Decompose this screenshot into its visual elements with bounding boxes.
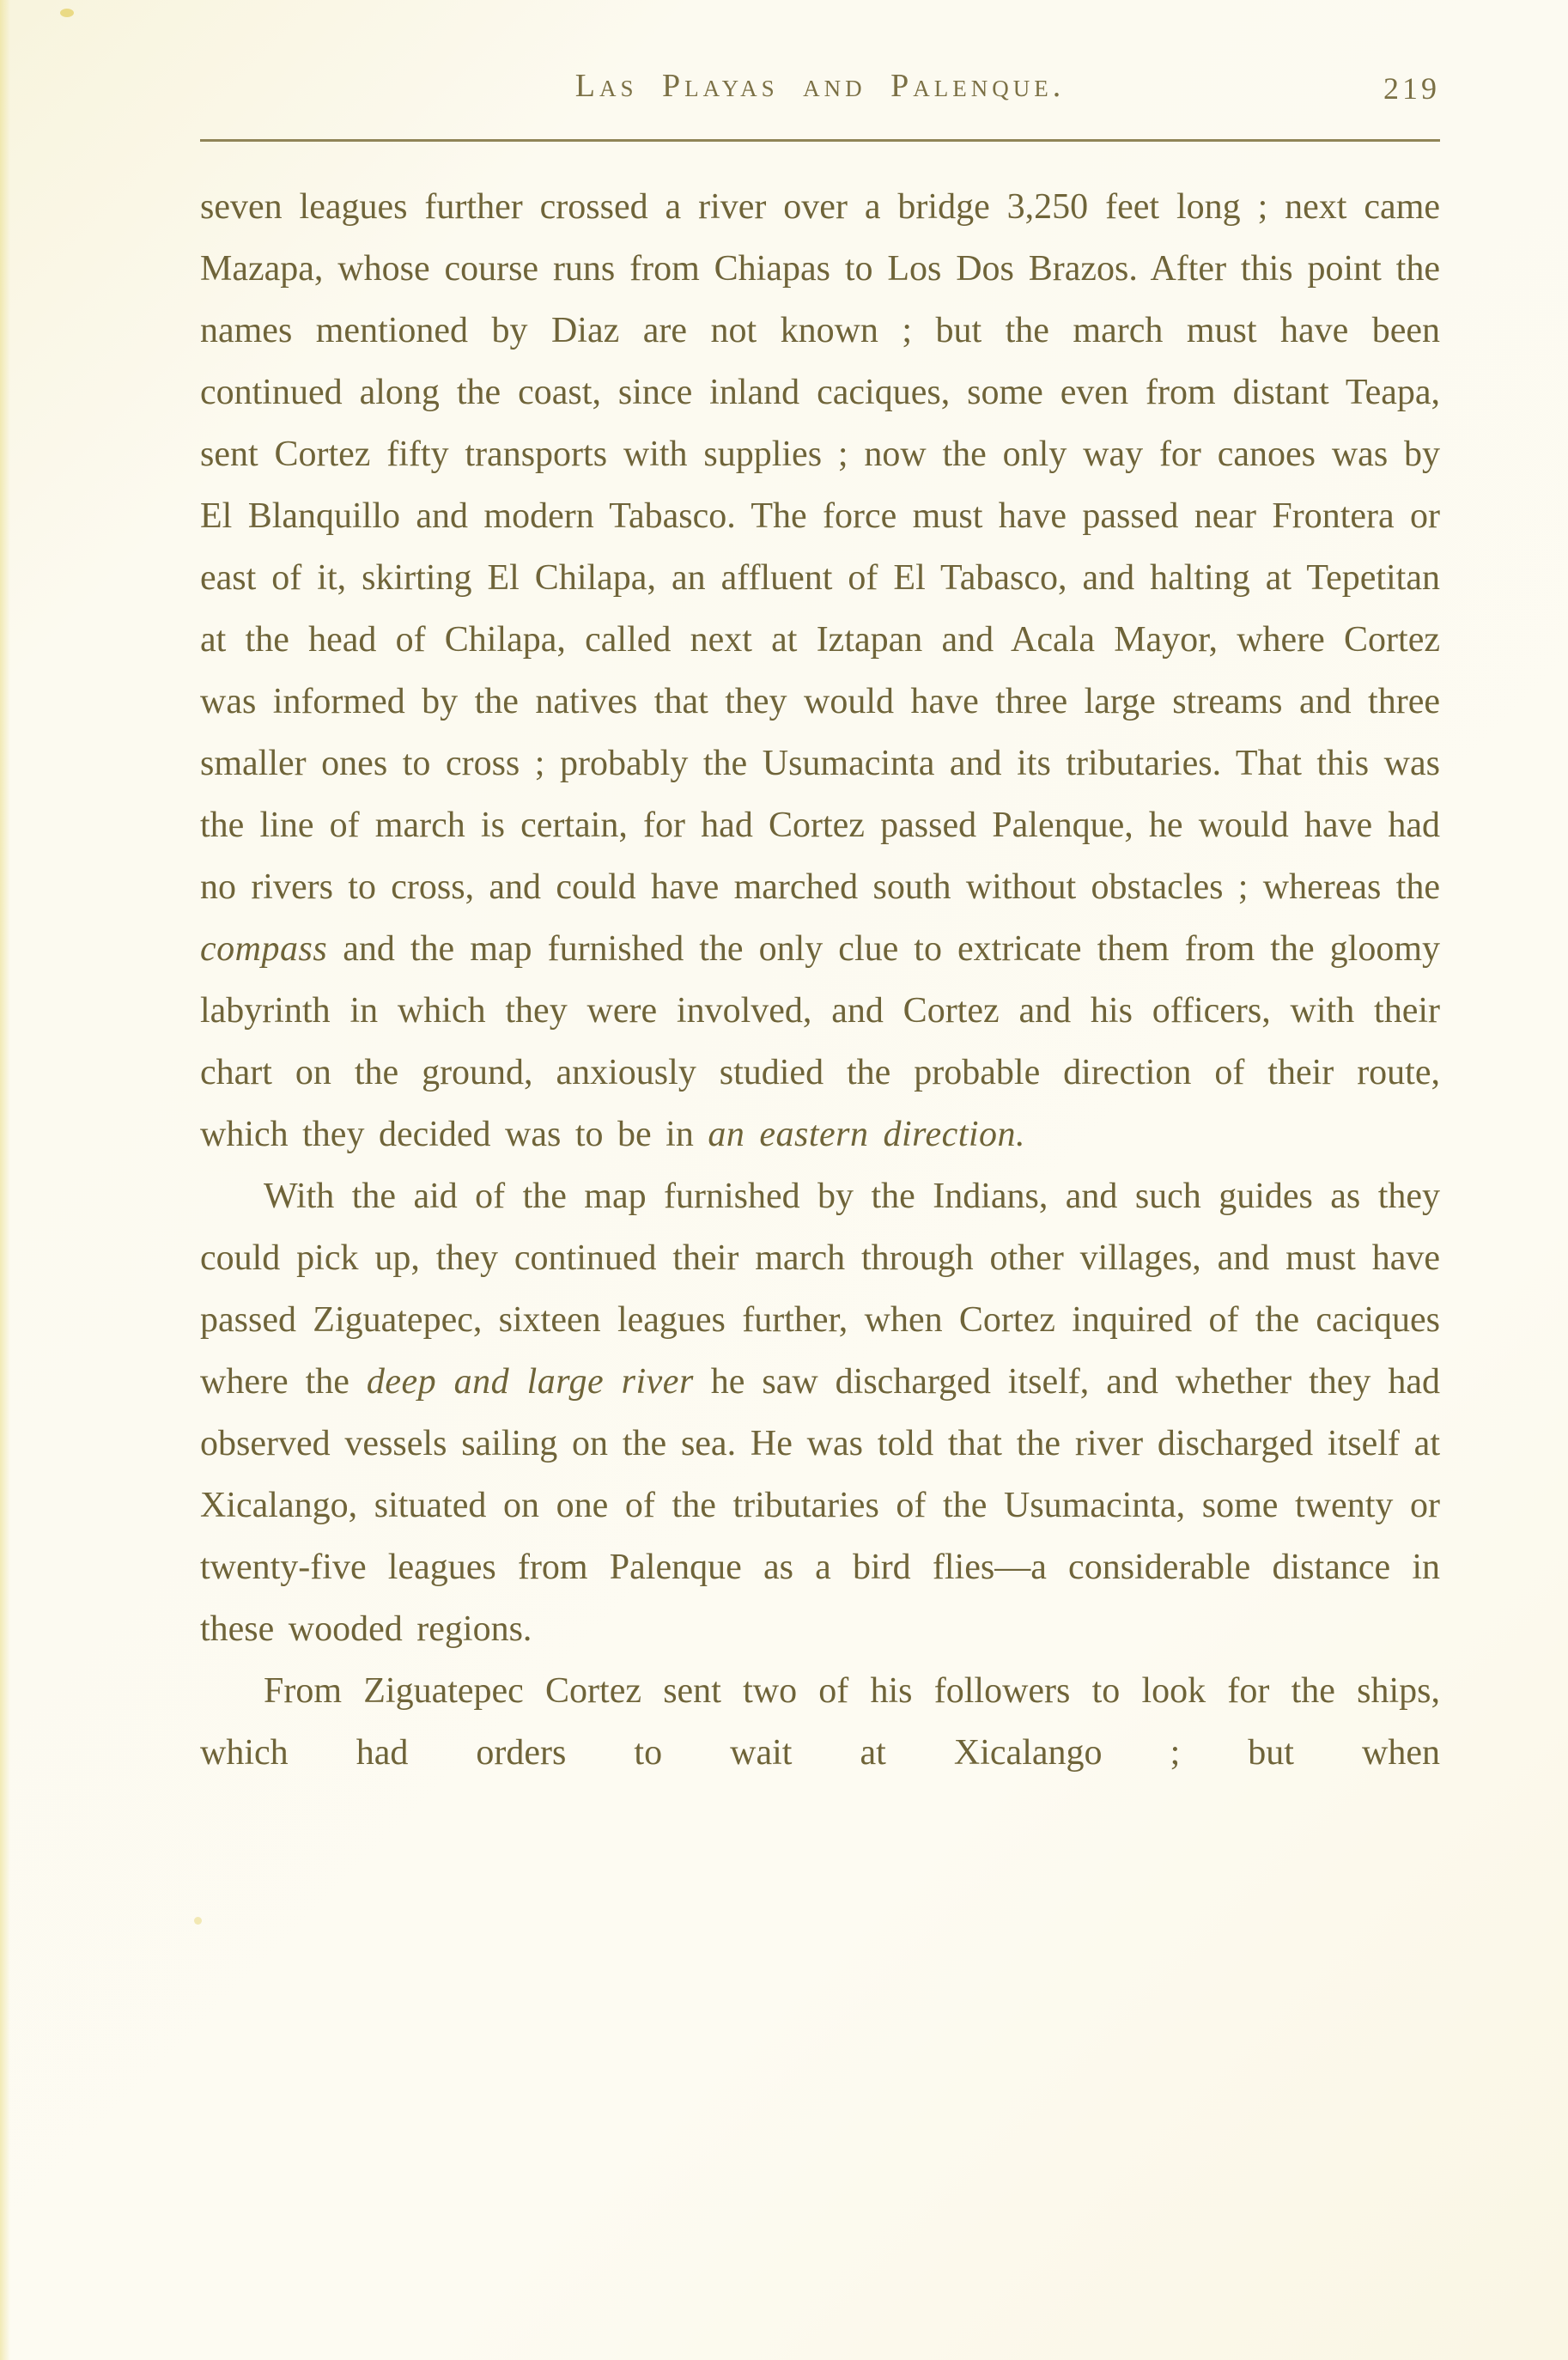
italic-text: an eastern direction. xyxy=(708,1115,1026,1154)
book-page xyxy=(200,0,1440,1784)
header-rule xyxy=(200,139,1440,142)
running-title: Las Playas and Palenque. xyxy=(574,68,1066,104)
italic-text: deep and large river xyxy=(366,1362,694,1402)
scan-speck xyxy=(194,1917,202,1925)
page-number: 219 xyxy=(1383,71,1440,106)
scan-edge-artifact xyxy=(0,0,10,2360)
text-segment: With the aid of the map furnished by the Indians, and such guides as they could pick up, they continued their march through other villages, and must have passed Ziguatepec, sixteen leagues further, when Cortez inquired of the caciques where the xyxy=(200,1177,1440,1402)
paragraph xyxy=(200,176,1440,1165)
text-segment: From Ziguatepec Cortez sent two of his followers to look for the ships, which had orders to wait at Xicalango ; but when xyxy=(200,1671,1440,1773)
body-text xyxy=(200,176,1440,1784)
page-header xyxy=(200,67,1440,119)
scan-speck xyxy=(60,9,74,17)
text-segment: he saw discharged itself, and whether they had observed vessels sailing on the sea. He was told that the river discharged itself at Xicalango, situated on one of the tributaries of the Usumacinta, some twenty or twenty-five leagues from Palenque as a bird flies—a considerable distance in these wooded regions. xyxy=(200,1362,1441,1649)
paragraph xyxy=(200,1660,1440,1784)
italic-text: compass xyxy=(200,929,328,969)
paragraph xyxy=(200,1165,1440,1660)
text-segment: and the map furnished the only clue to extricate them from the gloomy labyrinth in which they were involved, and Cortez and his officers, with their chart on the ground, anxiously studied the probable direction of their route, which they decided was to be in xyxy=(200,929,1440,1154)
text-segment: seven leagues further crossed a river over a bridge 3,250 feet long ; next came Mazapa, whose course runs from Chiapas to Los Dos Brazos. After this point the names mentioned by Diaz are not known ; but the march must have been continued along the coast, since inland caciques, some even from distant Teapa, sent Cortez fifty transports with supplies ; now the only way for canoes was by El Blanquillo and modern Tabasco. The force must have passed near Frontera or east of it, skirting El Chilapa, an affluent of El Tabasco, and halting at Tepetitan at the head of Chilapa, called next at Iztapan and Acala Mayor, where Cortez was informed by the natives that they would have three large streams and three smaller ones to cross ; probably the Usumacinta and its tributaries. That this was the line of march is certain, for had Cortez passed Palenque, he would have had no rivers to cross, and could have marched south without obstacles ; whereas the xyxy=(200,187,1440,907)
